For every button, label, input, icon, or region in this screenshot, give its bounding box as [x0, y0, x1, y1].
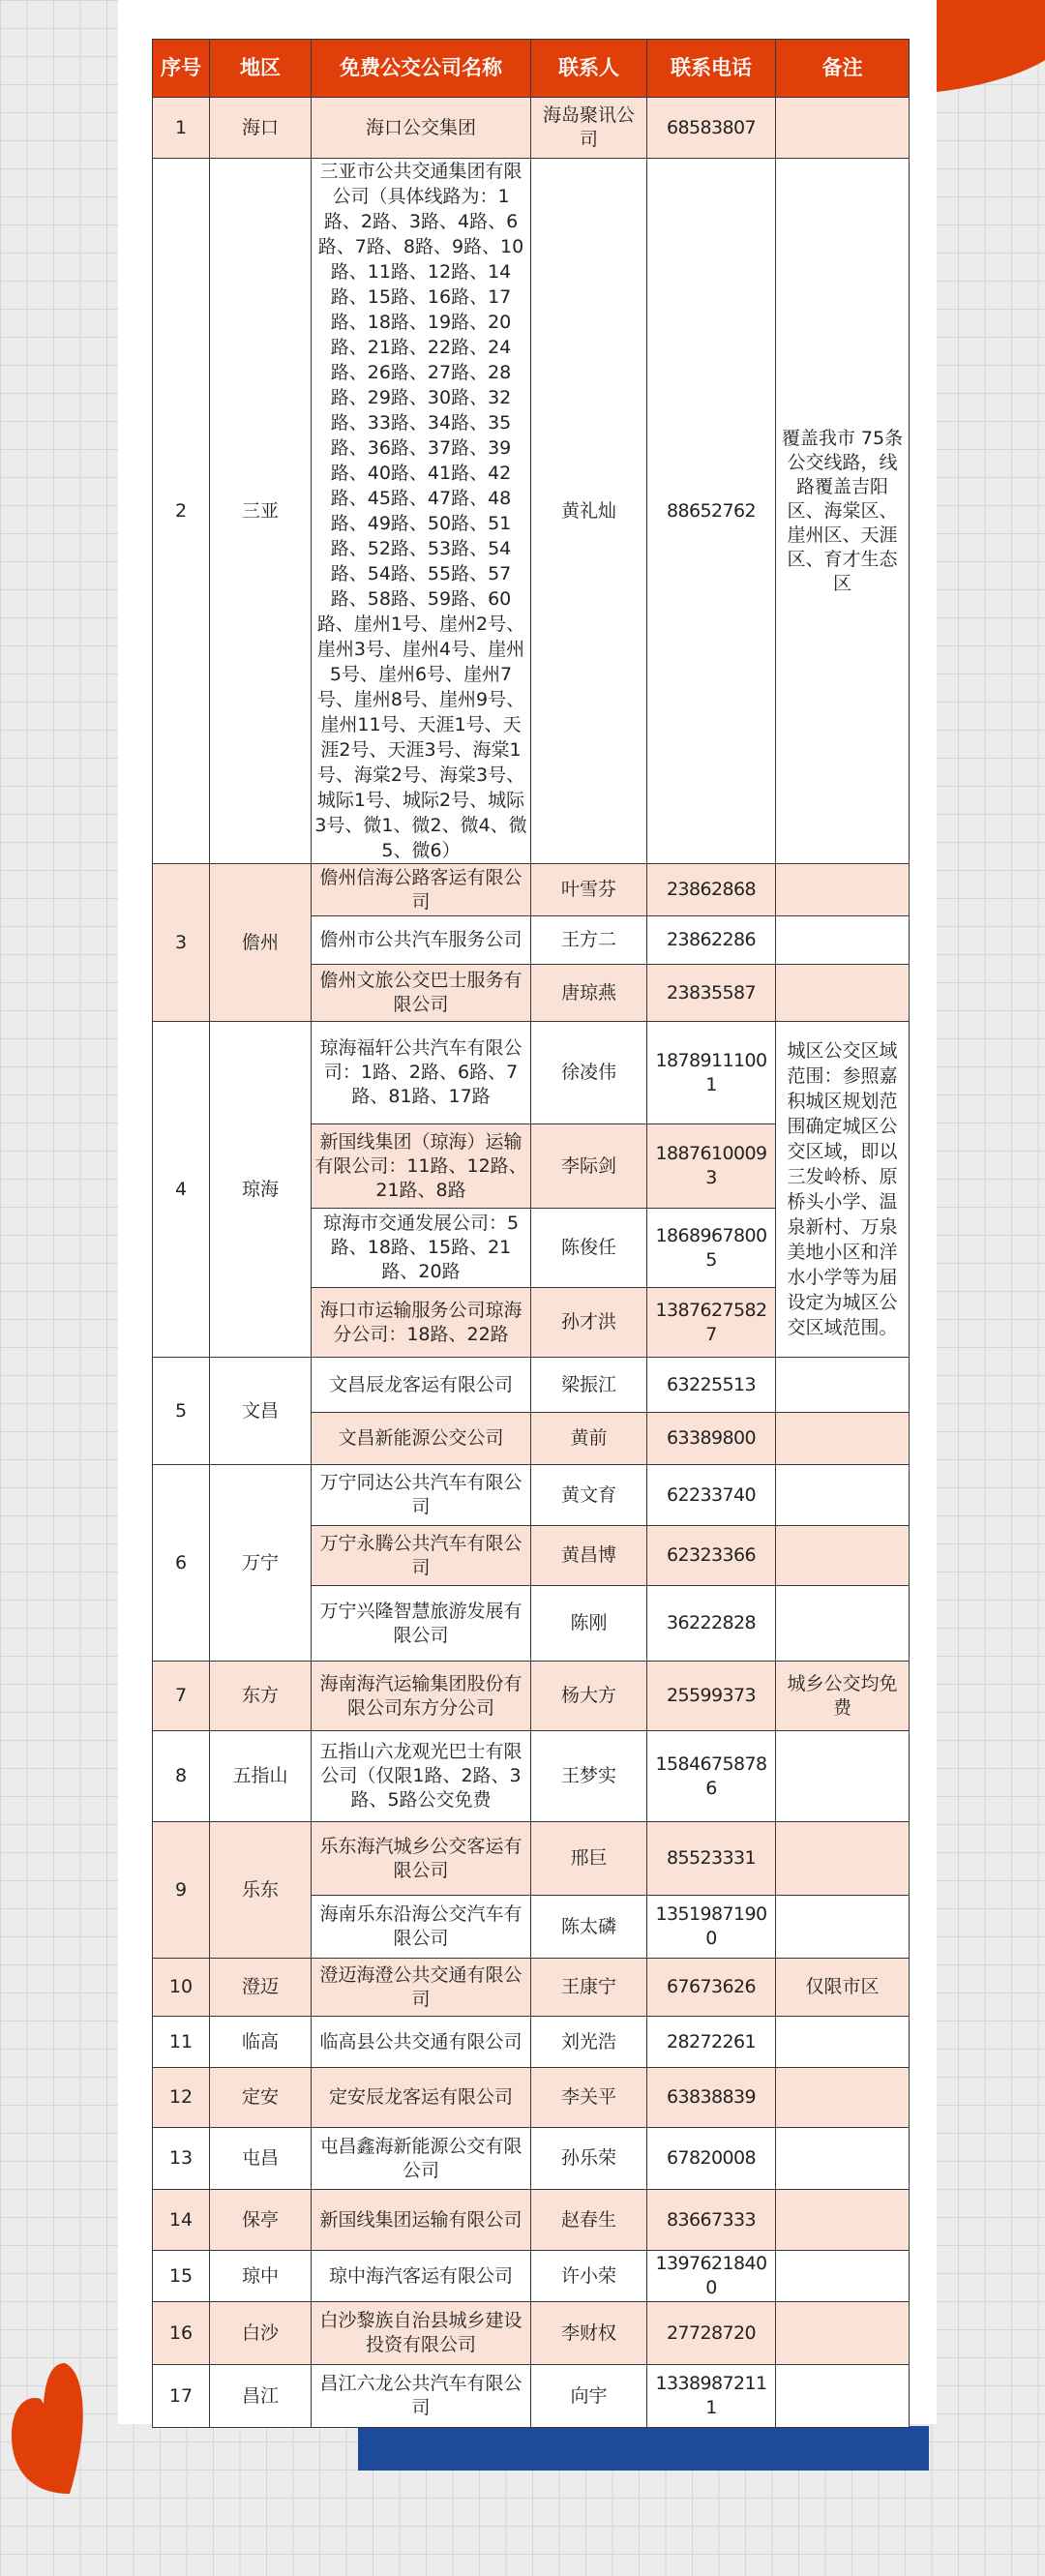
cell-company: 五指山六龙观光巴士有限公司（仅限1路、2路、3路、5路公交免费 — [312, 1731, 531, 1822]
cell-no: 15 — [153, 2251, 210, 2302]
cell-contact: 唐琼燕 — [531, 965, 647, 1022]
cell-note — [776, 2190, 910, 2251]
cell-contact: 邢巨 — [531, 1822, 647, 1896]
header-region: 地区 — [210, 40, 312, 98]
cell-note — [776, 1358, 910, 1413]
free-bus-company-table — [152, 39, 910, 2428]
cell-phone: 13519871900 — [647, 1896, 776, 1959]
cell-company: 海口市运输服务公司琼海分公司：18路、22路 — [312, 1288, 531, 1358]
cell-region: 五指山 — [210, 1731, 312, 1822]
cell-no: 9 — [153, 1822, 210, 1959]
cell-phone: 62323366 — [647, 1526, 776, 1586]
cell-note — [776, 2068, 910, 2128]
cell-no: 8 — [153, 1731, 210, 1822]
cell-contact: 陈刚 — [531, 1586, 647, 1662]
table-row — [153, 2302, 910, 2365]
cell-company: 临高县公共交通有限公司 — [312, 2017, 531, 2068]
cell-region: 海口 — [210, 98, 312, 159]
cell-company: 澄迈海澄公共交通有限公司 — [312, 1959, 531, 2017]
cell-company: 文昌辰龙客运有限公司 — [312, 1358, 531, 1413]
cell-phone: 23862868 — [647, 864, 776, 916]
cell-note — [776, 965, 910, 1022]
cell-contact: 赵春生 — [531, 2190, 647, 2251]
table-row — [153, 2068, 910, 2128]
header-contact: 联系人 — [531, 40, 647, 98]
cell-contact: 杨大方 — [531, 1662, 647, 1731]
cell-no: 17 — [153, 2365, 210, 2428]
cell-contact: 黄文育 — [531, 1465, 647, 1526]
table-row — [153, 1959, 910, 2017]
cell-company: 三亚市公共交通集团有限公司（具体线路为：1路、2路、3路、4路、6路、7路、8路、9路、10路、11路、12路、14路、15路、16路、17路、18路、19路、20路、21路、22路、24路、26路、27路、28路、29路、30路、32路、33路、34路、35路、36路、37路、39路、40路、41路、42路、45路、47路、48路、49路、50路、51路、52路、53路、54路、54路、55路、57路、58路、59路、60路、崖州1号、崖州2号、崖州3号、崖州4号、崖州5号、崖州6号、崖州7号、崖州8号、崖州9号、崖州11号、天涯1号、天涯2号、天涯3号、海棠1号、海棠2号、海棠3号、城际1号、城际2号、城际3号、微1、微2、微4、微5、微6） — [312, 159, 531, 864]
bottom-bar — [358, 2426, 929, 2471]
cell-contact: 李际剑 — [531, 1124, 647, 1209]
cell-note — [776, 98, 910, 159]
cell-no: 3 — [153, 864, 210, 1022]
cell-region: 定安 — [210, 2068, 312, 2128]
cell-phone: 15846758786 — [647, 1731, 776, 1822]
cell-note: 城乡公交均免费 — [776, 1662, 910, 1731]
cell-region: 东方 — [210, 1662, 312, 1731]
cell-company: 琼海市交通发展公司：5路、18路、15路、21路、20路 — [312, 1209, 531, 1288]
cell-note — [776, 2128, 910, 2190]
table-row — [153, 1822, 910, 1896]
table-row — [153, 2190, 910, 2251]
cell-phone: 63225513 — [647, 1358, 776, 1413]
cell-note — [776, 1526, 910, 1586]
cell-phone: 18789111001 — [647, 1022, 776, 1124]
cell-no: 6 — [153, 1465, 210, 1662]
cell-region: 三亚 — [210, 159, 312, 864]
cell-company: 海口公交集团 — [312, 98, 531, 159]
cell-company: 儋州市公共汽车服务公司 — [312, 916, 531, 965]
cell-phone: 13876275827 — [647, 1288, 776, 1358]
table-row — [153, 2251, 910, 2302]
cell-phone: 23862286 — [647, 916, 776, 965]
cell-region: 琼海 — [210, 1022, 312, 1358]
cell-company: 海南乐东沿海公交汽车有限公司 — [312, 1896, 531, 1959]
cell-phone: 85523331 — [647, 1822, 776, 1896]
cell-company: 新国线集团运输有限公司 — [312, 2190, 531, 2251]
cell-region: 临高 — [210, 2017, 312, 2068]
cell-region: 万宁 — [210, 1465, 312, 1662]
cell-note: 覆盖我市 75条公交线路，线路覆盖吉阳区、海棠区、崖州区、天涯区、育才生态区 — [776, 159, 910, 864]
cell-contact: 向宇 — [531, 2365, 647, 2428]
cell-note — [776, 1896, 910, 1959]
cell-region: 白沙 — [210, 2302, 312, 2365]
cell-company: 万宁同达公共汽车有限公司 — [312, 1465, 531, 1526]
cell-note — [776, 1731, 910, 1822]
cell-contact: 李财权 — [531, 2302, 647, 2365]
table-row — [153, 2128, 910, 2190]
cell-no: 5 — [153, 1358, 210, 1465]
header-no: 序号 — [153, 40, 210, 98]
cell-phone: 62233740 — [647, 1465, 776, 1526]
cell-phone: 25599373 — [647, 1662, 776, 1731]
cell-no: 13 — [153, 2128, 210, 2190]
cell-contact: 李关平 — [531, 2068, 647, 2128]
cell-phone: 23835587 — [647, 965, 776, 1022]
cell-company: 儋州信海公路客运有限公司 — [312, 864, 531, 916]
cell-contact: 孙乐荣 — [531, 2128, 647, 2190]
table-row — [153, 159, 910, 864]
cell-phone: 36222828 — [647, 1586, 776, 1662]
cell-company: 乐东海汽城乡公交客运有限公司 — [312, 1822, 531, 1896]
table-row — [153, 864, 910, 916]
cell-phone: 13976218400 — [647, 2251, 776, 2302]
cell-no: 12 — [153, 2068, 210, 2128]
cell-contact: 王梦实 — [531, 1731, 647, 1822]
cell-phone: 13389872111 — [647, 2365, 776, 2428]
cell-company: 屯昌鑫海新能源公交有限公司 — [312, 2128, 531, 2190]
cell-company: 万宁兴隆智慧旅游发展有限公司 — [312, 1586, 531, 1662]
cell-contact: 陈太磷 — [531, 1896, 647, 1959]
cell-note — [776, 864, 910, 916]
cell-company: 万宁永腾公共汽车有限公司 — [312, 1526, 531, 1586]
table-row — [153, 98, 910, 159]
cell-contact: 许小荣 — [531, 2251, 647, 2302]
cell-region: 乐东 — [210, 1822, 312, 1959]
cell-region: 保亭 — [210, 2190, 312, 2251]
heart-icon — [937, 0, 1045, 92]
cell-region: 儋州 — [210, 864, 312, 1022]
cell-contact: 黄礼灿 — [531, 159, 647, 864]
cell-no: 2 — [153, 159, 210, 864]
table-row — [153, 2017, 910, 2068]
cell-no: 10 — [153, 1959, 210, 2017]
cell-company: 海南海汽运输集团股份有限公司东方分公司 — [312, 1662, 531, 1731]
cell-contact: 梁振江 — [531, 1358, 647, 1413]
cell-no: 11 — [153, 2017, 210, 2068]
cell-phone: 83667333 — [647, 2190, 776, 2251]
cell-note — [776, 2365, 910, 2428]
cell-note — [776, 2251, 910, 2302]
cell-phone: 63838839 — [647, 2068, 776, 2128]
cell-contact: 刘光浩 — [531, 2017, 647, 2068]
cell-note — [776, 1586, 910, 1662]
cell-note — [776, 2017, 910, 2068]
cell-company: 琼海福轩公共汽车有限公司：1路、2路、6路、7路、81路、17路 — [312, 1022, 531, 1124]
cell-contact: 王方二 — [531, 916, 647, 965]
cell-note — [776, 2302, 910, 2365]
cell-no: 14 — [153, 2190, 210, 2251]
cell-no: 4 — [153, 1022, 210, 1358]
cell-contact: 王康宁 — [531, 1959, 647, 2017]
cell-note — [776, 916, 910, 965]
cell-contact: 叶雪芬 — [531, 864, 647, 916]
cell-contact: 黄昌博 — [531, 1526, 647, 1586]
cell-company: 白沙黎族自治县城乡建设投资有限公司 — [312, 2302, 531, 2365]
cell-company: 昌江六龙公共汽车有限公司 — [312, 2365, 531, 2428]
cell-phone: 88652762 — [647, 159, 776, 864]
cell-phone: 27728720 — [647, 2302, 776, 2365]
cell-phone: 18689678005 — [647, 1209, 776, 1288]
table-row — [153, 1465, 910, 1526]
table-row — [153, 1358, 910, 1413]
cell-phone: 67673626 — [647, 1959, 776, 2017]
cell-note — [776, 1413, 910, 1465]
cell-contact: 黄前 — [531, 1413, 647, 1465]
cell-company: 琼中海汽客运有限公司 — [312, 2251, 531, 2302]
heart-icon — [12, 2363, 89, 2499]
cell-contact: 孙才洪 — [531, 1288, 647, 1358]
cell-company: 儋州文旅公交巴士服务有限公司 — [312, 965, 531, 1022]
cell-no: 16 — [153, 2302, 210, 2365]
cell-phone: 67820008 — [647, 2128, 776, 2190]
cell-no: 1 — [153, 98, 210, 159]
cell-company: 新国线集团（琼海）运输有限公司：11路、12路、21路、8路 — [312, 1124, 531, 1209]
cell-region: 昌江 — [210, 2365, 312, 2428]
cell-phone: 68583807 — [647, 98, 776, 159]
cell-company: 定安辰龙客运有限公司 — [312, 2068, 531, 2128]
cell-no: 7 — [153, 1662, 210, 1731]
cell-contact: 徐凌伟 — [531, 1022, 647, 1124]
header-company: 免费公交公司名称 — [312, 40, 531, 98]
header-note: 备注 — [776, 40, 910, 98]
cell-region: 澄迈 — [210, 1959, 312, 2017]
cell-region: 屯昌 — [210, 2128, 312, 2190]
cell-company: 文昌新能源公交公司 — [312, 1413, 531, 1465]
table-row — [153, 1731, 910, 1822]
table-row — [153, 1022, 910, 1124]
header-phone: 联系电话 — [647, 40, 776, 98]
table-header-row — [153, 40, 910, 98]
table-row — [153, 1662, 910, 1731]
cell-contact: 海岛聚讯公司 — [531, 98, 647, 159]
cell-note — [776, 1822, 910, 1896]
cell-note: 仅限市区 — [776, 1959, 910, 2017]
cell-note: 城区公交区域范围：参照嘉积城区规划范围确定城区公交区域，即以三发岭桥、原桥头小学、温泉新村、万泉美地小区和洋水小学等为届设定为城区公交区域范围。 — [776, 1022, 910, 1358]
cell-phone: 63389800 — [647, 1413, 776, 1465]
cell-note — [776, 1465, 910, 1526]
cell-region: 琼中 — [210, 2251, 312, 2302]
cell-phone: 28272261 — [647, 2017, 776, 2068]
cell-region: 文昌 — [210, 1358, 312, 1465]
cell-phone: 18876100093 — [647, 1124, 776, 1209]
table-row — [153, 2365, 910, 2428]
cell-contact: 陈俊任 — [531, 1209, 647, 1288]
